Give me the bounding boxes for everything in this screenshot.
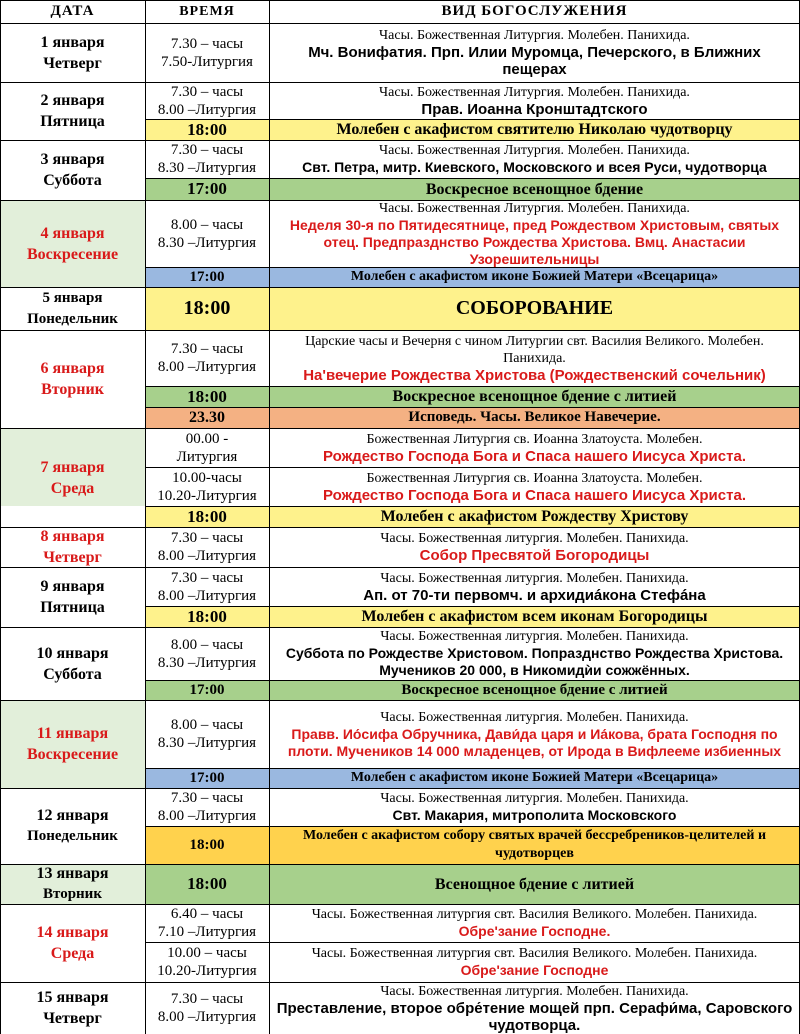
time-cell-d1: 7.30 – часы 7.50-Литургия — [161, 35, 253, 70]
service-cell-d2: Часы. Божественная Литургия. Молебен. Панихида. Прав. Иоанна Кронштадтского — [379, 84, 690, 118]
header-service: ВИД БОГОСЛУЖЕНИЯ — [441, 3, 628, 19]
day-cell-d14: 14 января Среда — [36, 924, 109, 962]
event-desc-d4: Молебен с акафистом иконе Божией Матери «Всецарица» — [350, 269, 719, 284]
event-desc-d13: Всенощное бдение с литией — [434, 875, 635, 893]
time-cell-d10: 8.00 – часы 8.30 –Литургия — [157, 636, 257, 671]
time-cell-d9: 7.30 – часы 8.00 –Литургия — [157, 569, 257, 604]
service-cell-d10: Часы. Божественная литургия. Молебен. Панихида. Суббота по Рождестве Христовом. Попразднство Рождества Христова. Мучеников 20 000, в Никомидѝи сожжённых. — [285, 629, 784, 678]
header-time: ВРЕМЯ — [179, 3, 235, 19]
day-cell-d4: 4 января Воскресение — [26, 224, 119, 263]
day-cell-d7: 7 января Среда — [40, 458, 105, 497]
service-cell-d15: Часы. Божественная литургия. Молебен. Панихида. Преставление, второе обре́тение мощей прп. Серафи́ма, Саровского чудотворца. — [276, 983, 793, 1034]
event-desc-d10: Воскресное всенощное бдение с литией — [401, 681, 668, 698]
service-cell-d1: Часы. Божественная Литургия. Молебен. Панихида. Мч. Вонифатия. Прп. Илии Муромца, Печерского, в Ближних пещерах — [308, 28, 761, 78]
event-time-d6: 18:00 — [187, 386, 227, 406]
event-time-d5: 18:00 — [183, 297, 231, 319]
day-cell-d15: 15 января Четверг — [36, 989, 109, 1027]
service-cell-d3: Часы. Божественная Литургия. Молебен. Панихида. Свт. Петра, митр. Киевского, Московского и всея Руси, чудотворца — [302, 143, 767, 175]
day-cell-d12: 12 января Понедельник — [27, 807, 118, 844]
time-cell-d11: 8.00 – часы 8.30 –Литургия — [157, 717, 257, 751]
event-time-d2: 18:00 — [187, 119, 227, 139]
service-cell-d8: Часы. Божественная литургия. Молебен. Панихида. Собор Пресвятой Богородицы — [380, 531, 689, 564]
day-cell-d5: 5 января Понедельник — [27, 289, 118, 327]
event-time-d13: 18:00 — [187, 874, 227, 893]
time-cell-d2: 7.30 – часы 8.00 –Литургия — [157, 83, 257, 118]
time-cell-d14b: 10.00 – часы 10.20-Литургия — [157, 945, 257, 979]
day-cell-d10: 10 января Суббота — [36, 644, 109, 683]
event-desc-d7: Молебен с акафистом Рождеству Христову — [380, 508, 689, 525]
day-cell-d1: 1 января Четверг — [40, 33, 105, 72]
event-time-d4: 17:00 — [189, 268, 225, 285]
time-cell-d4: 8.00 – часы 8.30 –Литургия — [157, 216, 257, 251]
event2-desc-d6: Исповедь. Часы. Великое Навечерие. — [408, 409, 661, 425]
event-time-d10: 17:00 — [189, 681, 225, 698]
service-cell-d14b: Часы. Божественная литургия свт. Василия Великого. Молебен. Панихида. Обре'зание Господне — [311, 945, 758, 978]
day-cell-d6: 6 января Вторник — [40, 360, 105, 398]
time-cell-d7a: 00.00 - Литургия — [176, 430, 238, 465]
service-cell-d7a: Божественная Литургия св. Иоанна Златоуста. Молебен. Рождество Господа Бога и Спаса нашего Иисуса Христа. — [323, 431, 746, 465]
day-cell-d2: 2 января Пятница — [40, 92, 105, 130]
event-desc-d12: Молебен с акафистом собору святых врачей бессребреников-целителей и чудотворцев — [302, 828, 767, 861]
event-time-d9: 18:00 — [187, 606, 227, 626]
event-desc-d3: Воскресное всенощное бдение — [425, 180, 644, 198]
event-desc-d11: Молебен с акафистом иконе Божией Матери «Всецарица» — [350, 770, 719, 785]
service-cell-d12: Часы. Божественная литургия. Молебен. Панихида. Свт. Макария, митрополита Московского — [380, 791, 689, 823]
event-time-d3: 17:00 — [187, 179, 227, 198]
event-desc-d2: Молебен с акафистом святителю Николаю чудотворцу — [336, 121, 733, 138]
service-cell-d14a: Часы. Божественная литургия свт. Василия Великого. Молебен. Панихида. Обре'зание Господне. — [311, 906, 758, 939]
event-time-d12: 18:00 — [189, 836, 225, 853]
event-time-d11: 17:00 — [189, 769, 225, 786]
day-cell-d8: 8 января Четверг — [40, 528, 105, 566]
day-cell-d9: 9 января Пятница — [40, 578, 105, 616]
time-cell-d14a: 6.40 – часы 7.10 –Литургия — [157, 906, 257, 940]
day-cell-d13: 13 января Вторник — [36, 865, 109, 902]
time-cell-d8: 7.30 – часы 8.00 –Литургия — [157, 530, 257, 564]
event-time-d7: 18:00 — [187, 506, 227, 526]
event-desc-d5: СОБОРОВАНИЕ — [455, 297, 614, 319]
time-cell-d7b: 10.00-часы 10.20-Литургия — [157, 469, 257, 504]
event2-time-d6: 23.30 — [189, 408, 225, 426]
time-cell-d6: 7.30 – часы 8.00 –Литургия — [157, 341, 257, 375]
day-cell-d11: 11 января Воскресение — [26, 725, 119, 763]
service-cell-d11: Часы. Божественная литургия. Молебен. Панихида. Правв. Ио́сифа Обручника, Дави́да царя и Иа́кова, брата Господня по плоти. Мучеников 14 000 младенцев, от Ирода в Вифлееме избиенных — [287, 709, 782, 759]
header-date: ДАТА — [50, 3, 95, 19]
service-cell-d7b: Божественная Литургия св. Иоанна Златоуста. Молебен. Рождество Господа Бога и Спаса нашего Иисуса Христа. — [323, 470, 746, 504]
time-cell-d12: 7.30 – часы 8.00 –Литургия — [157, 790, 257, 824]
time-cell-d15: 7.30 – часы 8.00 –Литургия — [157, 991, 257, 1025]
event-desc-d6: Воскресное всенощное бдение с литией — [392, 388, 677, 405]
service-cell-d6: Царские часы и Вечерня с чином Литургии свт. Василия Великого. Молебен. Панихида. На'вечерие Рождества Христова (Рождественский сочельник) — [303, 333, 766, 384]
service-cell-d4: Часы. Божественная Литургия. Молебен. Панихида. Неделя 30-я по Пятидесятнице, пред Рождеством Христовым, святых отец. Предпразднство Рождества Христова. Вмц. Анастасии Узорешительницы — [289, 200, 780, 267]
event-desc-d9: Молебен с акафистом всем иконам Богородицы — [361, 608, 708, 625]
time-cell-d3: 7.30 – часы 8.30 –Литургия — [157, 142, 257, 176]
day-cell-d3: 3 января Суббота — [40, 151, 105, 189]
service-cell-d9: Часы. Божественная литургия. Молебен. Панихида. Ап. от 70-ти первомч. и архидиáкона Стефáна — [363, 570, 706, 604]
